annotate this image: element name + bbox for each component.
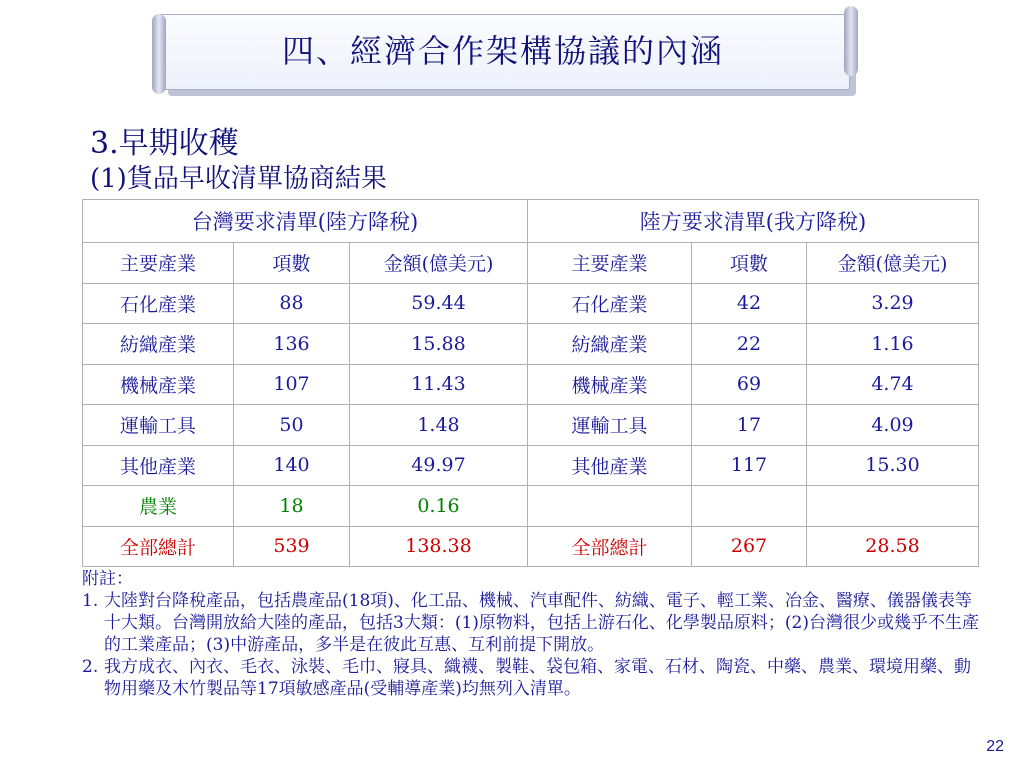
table-cell: 107 bbox=[234, 364, 350, 405]
table-cell: 機械產業 bbox=[528, 364, 692, 405]
footnotes bbox=[82, 568, 982, 700]
group-header-taiwan: 台灣要求清單(陸方降稅) bbox=[83, 200, 528, 243]
column-header: 主要產業 bbox=[528, 243, 692, 284]
table-row-total bbox=[83, 526, 979, 567]
table-cell: 138.38 bbox=[350, 526, 528, 567]
column-header: 項數 bbox=[692, 243, 807, 284]
table-cell: 539 bbox=[234, 526, 350, 567]
table-cell: 267 bbox=[692, 526, 807, 567]
table-cell bbox=[692, 486, 807, 527]
table-cell: 0.16 bbox=[350, 486, 528, 527]
table-cell: 1.48 bbox=[350, 405, 528, 446]
table-cell: 全部總計 bbox=[83, 526, 234, 567]
table-cell: 22 bbox=[692, 324, 807, 365]
table-row bbox=[83, 324, 979, 365]
table-cell: 59.44 bbox=[350, 283, 528, 324]
table-cell: 88 bbox=[234, 283, 350, 324]
table-row bbox=[83, 283, 979, 324]
table-cell: 4.09 bbox=[807, 405, 979, 446]
table-row-agriculture bbox=[83, 486, 979, 527]
table-cell: 紡織產業 bbox=[528, 324, 692, 365]
table-cell: 石化產業 bbox=[528, 283, 692, 324]
section-title: 3.早期收穫 bbox=[90, 126, 239, 161]
column-header-row bbox=[83, 243, 979, 284]
table-cell bbox=[528, 486, 692, 527]
table-cell: 15.88 bbox=[350, 324, 528, 365]
table-cell: 69 bbox=[692, 364, 807, 405]
table-cell: 其他產業 bbox=[83, 445, 234, 486]
table-cell: 28.58 bbox=[807, 526, 979, 567]
subsection-title: (1)貨品早收清單協商結果 bbox=[90, 164, 387, 194]
table-cell: 49.97 bbox=[350, 445, 528, 486]
table-cell: 3.29 bbox=[807, 283, 979, 324]
table-cell: 農業 bbox=[83, 486, 234, 527]
table-row bbox=[83, 445, 979, 486]
table-cell: 17 bbox=[692, 405, 807, 446]
table-cell: 18 bbox=[234, 486, 350, 527]
table-cell: 11.43 bbox=[350, 364, 528, 405]
footnote-text: 大陸對台降稅產品，包括農產品(18項)、化工品、機械、汽車配件、紡織、電子、輕工業、冶金、醫療、儀器儀表等十大類。台灣開放給大陸的產品，包括3大類：(1)原物料，包括上游石化、化學製品原料；(2)台灣很少或幾乎不生產的工業產品；(3)中游產品，多半是在彼此互惠、互利前提下開放。 bbox=[104, 591, 979, 655]
table-cell bbox=[807, 486, 979, 527]
table-cell: 42 bbox=[692, 283, 807, 324]
table-cell: 機械產業 bbox=[83, 364, 234, 405]
table-cell: 136 bbox=[234, 324, 350, 365]
table-row bbox=[83, 405, 979, 446]
slide-title: 四、經濟合作架構協議的內涵 bbox=[281, 32, 724, 70]
column-header: 金額(億美元) bbox=[350, 243, 528, 284]
footnote-item bbox=[82, 590, 982, 656]
table-cell: 紡織產業 bbox=[83, 324, 234, 365]
table-cell: 1.16 bbox=[807, 324, 979, 365]
page-number: 22 bbox=[986, 738, 1004, 755]
table-cell: 4.74 bbox=[807, 364, 979, 405]
table-cell: 石化產業 bbox=[83, 283, 234, 324]
table-cell: 140 bbox=[234, 445, 350, 486]
group-header-row bbox=[83, 200, 979, 243]
table-cell: 15.30 bbox=[807, 445, 979, 486]
table-cell: 運輸工具 bbox=[528, 405, 692, 446]
column-header: 金額(億美元) bbox=[807, 243, 979, 284]
early-harvest-table bbox=[82, 199, 979, 567]
table-cell: 運輸工具 bbox=[83, 405, 234, 446]
table-cell: 117 bbox=[692, 445, 807, 486]
footnotes-heading: 附註： bbox=[82, 569, 133, 589]
footnote-text: 我方成衣、內衣、毛衣、泳裝、毛巾、寢具、織襪、製鞋、袋包箱、家電、石材、陶瓷、中藥、農業、環境用藥、動物用藥及木竹製品等17項敏感產品(受輔導產業)均無列入清單。 bbox=[104, 657, 971, 699]
title-banner bbox=[158, 14, 856, 96]
footnote-number: 2. bbox=[82, 657, 99, 677]
table-cell: 全部總計 bbox=[528, 526, 692, 567]
table-cell: 50 bbox=[234, 405, 350, 446]
table-cell: 其他產業 bbox=[528, 445, 692, 486]
table-row bbox=[83, 364, 979, 405]
column-header: 主要產業 bbox=[83, 243, 234, 284]
group-header-mainland: 陸方要求清單(我方降稅) bbox=[528, 200, 979, 243]
footnote-number: 1. bbox=[82, 591, 99, 611]
footnote-item bbox=[82, 656, 982, 700]
column-header: 項數 bbox=[234, 243, 350, 284]
